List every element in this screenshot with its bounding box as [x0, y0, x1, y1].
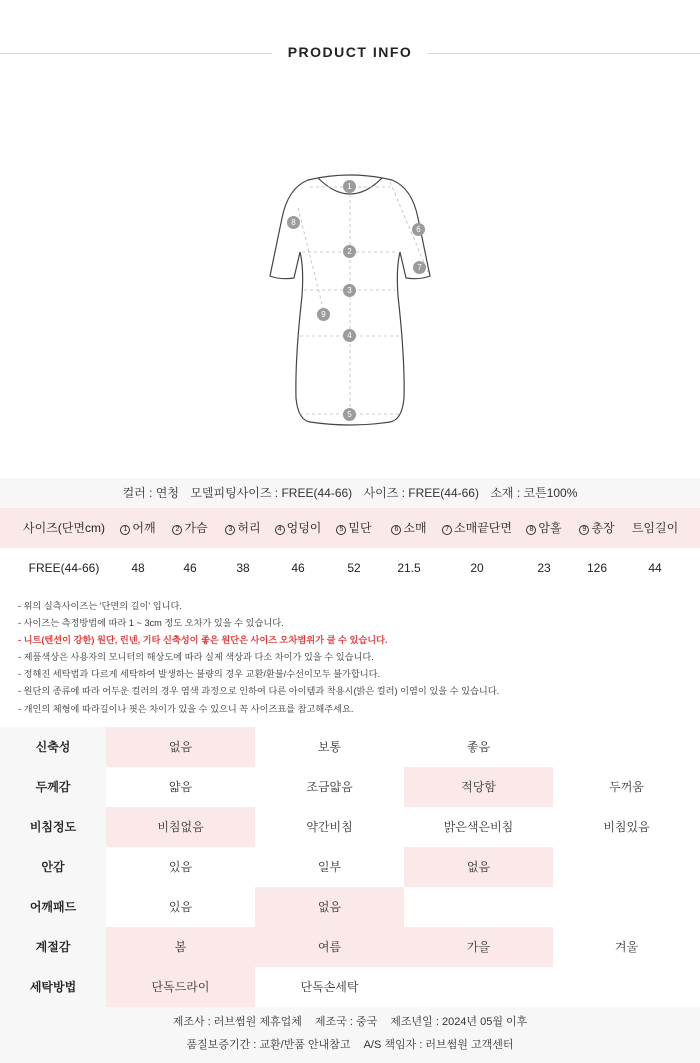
- size-value-cell: 48: [131, 561, 145, 575]
- marker-7: 7: [413, 261, 426, 274]
- size-header-cell: 3 허리: [220, 508, 266, 548]
- size-header-cell: 4 엉덩이: [270, 508, 326, 548]
- size-header-cell: 9 총장: [576, 508, 618, 548]
- marker-6: 6: [412, 223, 425, 236]
- size-value-cell: 52: [347, 561, 361, 575]
- size-value-cell: 21.5: [397, 561, 421, 575]
- property-row-stretch: [0, 727, 700, 767]
- property-option: 조금얇음: [306, 780, 353, 794]
- property-option: 일부: [317, 860, 342, 874]
- property-option: 비침있음: [603, 820, 650, 834]
- property-option: 봄: [106, 927, 255, 967]
- size-table-row: [0, 548, 700, 588]
- property-option: 없음: [255, 887, 404, 927]
- note-line: - 사이즈는 측정방법에 따라 1 ~ 3cm 정도 오차가 있을 수 있습니다.: [18, 618, 284, 629]
- size-value-cell: 44: [648, 561, 662, 575]
- property-option: 있음: [168, 860, 193, 874]
- property-option: 얇음: [168, 780, 193, 794]
- color-info: 컬러 : 연청: [122, 486, 179, 500]
- property-option: 단독드라이: [106, 967, 255, 1007]
- dress-illustration: [240, 168, 460, 434]
- property-option: 있음: [168, 900, 193, 914]
- property-label: 두께감: [0, 767, 106, 807]
- country-info: 제조국 : 중국: [314, 1016, 378, 1028]
- size-value-cell: 46: [183, 561, 197, 575]
- property-label: 어깨패드: [0, 887, 106, 927]
- property-row-washing: [0, 967, 700, 1007]
- size-header-cell: 트임길이: [631, 521, 679, 535]
- size-header-cell: 7 소매끝단면: [440, 508, 514, 548]
- marker-5: 5: [343, 408, 356, 421]
- property-option: 없음: [404, 847, 553, 887]
- note-line: - 위의 실측사이즈는 '단면의 길이' 입니다.: [18, 601, 182, 611]
- marker-8: 8: [287, 216, 300, 229]
- marker-4: 4: [343, 329, 356, 342]
- section-title: [0, 42, 700, 64]
- manufacturer-info: [0, 1007, 700, 1063]
- property-label: 계절감: [0, 927, 106, 967]
- property-option: 두꺼움: [609, 780, 644, 794]
- as-info: A/S 책임자 : 러브썸원 고객센터: [363, 1039, 514, 1051]
- note-line: - 원단의 종류에 따라 어두운 컬러의 경우 염색 과정으로 인하여 다른 아이템과 착용시(밝은 컬러) 이염이 있을 수 있습니다.: [18, 686, 500, 697]
- note-line: - 개인의 체형에 따라길이나 핏은 차이가 있을 수 있으니 꼭 사이즈표를 참고해주세요.: [18, 703, 354, 714]
- footer-line-2: [0, 1034, 700, 1057]
- size-value-cell: 126: [586, 561, 608, 575]
- property-row-shoulder-pad: [0, 887, 700, 927]
- size-header-cell: 5 밑단: [334, 508, 374, 548]
- property-row-season: [0, 927, 700, 967]
- note-line: - 제품색상은 사용자의 모니터의 해상도에 따라 실제 색상과 다소 차이가 있을 수 있습니다.: [18, 652, 374, 663]
- product-basic-info: [0, 478, 700, 508]
- property-option: 보통: [317, 740, 342, 754]
- size-notes: [18, 598, 688, 718]
- maker-info: 제조사 : 러브썸원 제휴업체: [172, 1016, 302, 1028]
- property-option: 겨울: [614, 940, 639, 954]
- material-info: 소재 : 코튼100%: [490, 486, 578, 500]
- property-option: 약간비침: [306, 820, 353, 834]
- property-option: 비침없음: [106, 807, 255, 847]
- page-title: PRODUCT INFO: [287, 44, 413, 60]
- marker-1: 1: [343, 180, 356, 193]
- size-table-header: [0, 508, 700, 548]
- marker-9: 9: [317, 308, 330, 321]
- property-option: 없음: [106, 727, 255, 767]
- size-header-cell: 8 암홀: [524, 508, 564, 548]
- property-label: 신축성: [0, 727, 106, 767]
- property-option: 적당함: [404, 767, 553, 807]
- title-divider-right: [428, 53, 700, 54]
- property-option: [404, 967, 553, 1007]
- property-option: 좋음: [466, 740, 491, 754]
- size-header-cell: 1 어깨: [114, 508, 162, 548]
- property-option: 밝은색은비침: [443, 820, 514, 834]
- product-properties: [0, 727, 700, 1007]
- property-option: [553, 887, 700, 927]
- property-row-lining: [0, 847, 700, 887]
- size-value-cell: 23: [537, 561, 551, 575]
- property-label: 세탁방법: [0, 967, 106, 1007]
- property-option: [553, 967, 700, 1007]
- property-row-sheerness: [0, 807, 700, 847]
- property-option: 단독손세탁: [300, 980, 359, 994]
- property-option: [553, 727, 700, 767]
- model-size-info: 모델피팅사이즈 : FREE(44-66): [190, 486, 353, 500]
- size-value-cell: 38: [236, 561, 250, 575]
- date-info: 제조년일 : 2024년 05월 이후: [390, 1016, 528, 1028]
- property-option: [553, 847, 700, 887]
- dress-measurement-diagram: [240, 168, 460, 434]
- property-label: 안감: [0, 847, 106, 887]
- property-label: 비침정도: [0, 807, 106, 847]
- marker-3: 3: [343, 284, 356, 297]
- size-header-cell: 사이즈(단면cm): [23, 521, 105, 535]
- warranty-info: 품질보증기간 : 교환/반품 안내참고: [186, 1039, 351, 1051]
- footer-line-1: [0, 1011, 700, 1034]
- size-value-cell: 20: [470, 561, 484, 575]
- size-header-cell: 2 가슴: [166, 508, 214, 548]
- property-option: [404, 887, 553, 927]
- marker-2: 2: [343, 245, 356, 258]
- property-row-thickness: [0, 767, 700, 807]
- size-info: 사이즈 : FREE(44-66): [363, 486, 479, 500]
- size-value-cell: 46: [291, 561, 305, 575]
- size-header-cell: 6 소매: [386, 508, 432, 548]
- size-value-cell: FREE(44-66): [28, 561, 100, 575]
- note-line: - 정해진 세탁법과 다르게 세탁하여 발생하는 불량의 경우 교환/환불/수선이모두 불가합니다.: [18, 669, 381, 680]
- property-option: 가을: [404, 927, 553, 967]
- note-line-warning: - 니트(텐션이 강한) 원단, 린넨, 기타 신축성이 좋은 원단은 사이즈 오차범위가 클 수 있습니다.: [18, 635, 388, 646]
- property-option: 여름: [255, 927, 404, 967]
